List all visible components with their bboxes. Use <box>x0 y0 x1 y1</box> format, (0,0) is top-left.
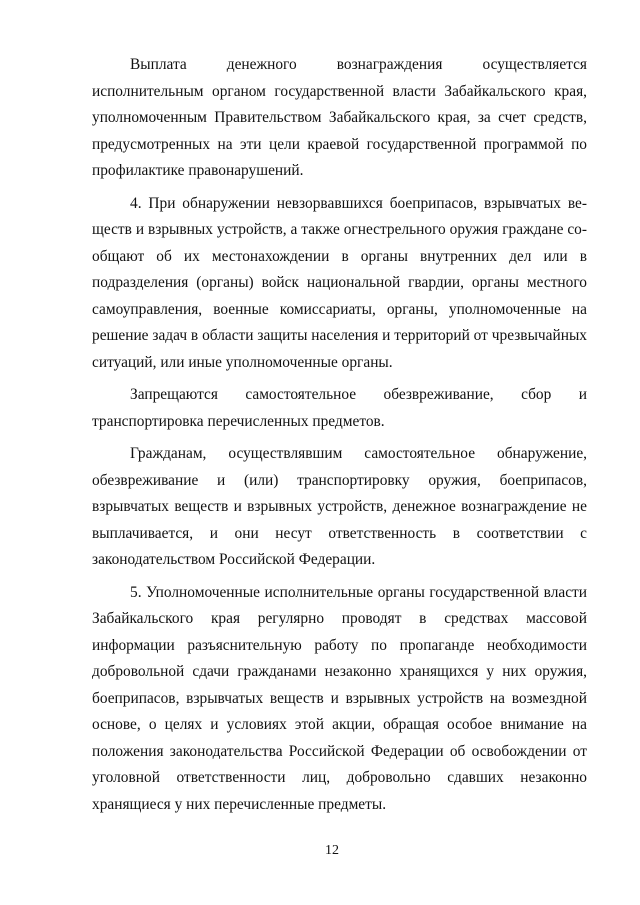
document-body <box>92 52 587 818</box>
paragraph-item-4-reporting: 4. При обнаружении невзорвавшихся боеприпасов, взрывчатых веществ и взрывных устройств, а также огнестрельного оружия граждане сообщают об их местонахождении в органы внутренних дел или в подразделения (органы) войск национальной гвардии, органы местного самоуправления, военные комиссариаты, органы, уполномоченные на решение задач в области защиты населения и территорий от чрезвычайных ситуаций, или иные уполномоченные органы. <box>92 194 587 371</box>
paragraph-prohibition: Запрещаются самостоятельное обезвреживание, сбор и транспортировка перечисленных предметов. <box>92 386 587 430</box>
paragraph-reward-payment: Выплата денежного вознаграждения осуществляется исполнительным органом государственной власти Забайкальского края, уполномоченным Правительством Забайкальского края, за счет средств, предусмотренных на эти цели краевой государственной программой по профилактике правонарушений. <box>92 56 587 179</box>
page-number: 12 <box>325 843 339 858</box>
paragraph-liability: Гражданам, осуществлявшим самостоятельное обнаружение, обезвреживание и (или) транспортировку оружия, боеприпасов, взрывчатых веществ и взрывных устройств, денежное вознаграждение не выплачивается, и они несут ответственность в соответствии с законодательством Российской Федерации. <box>92 445 587 568</box>
paragraph-item-5-outreach: 5. Уполномоченные исполнительные органы государственной власти Забайкальского края регулярно проводят в средствах массовой информации разъяснительную работу по пропаганде необходимости добровольной сдачи гражданами незаконно хранящихся у них оружия, боеприпасов, взрывчатых веществ и взрывных устройств на возмездной основе, о целях и условиях этой акции, обращая особое внимание на положения законодательства Российской Федерации об освобождении от уголовной ответственности лиц, добровольно сдавших незаконно хранящиеся у них перечисленные предметы. <box>92 583 587 813</box>
